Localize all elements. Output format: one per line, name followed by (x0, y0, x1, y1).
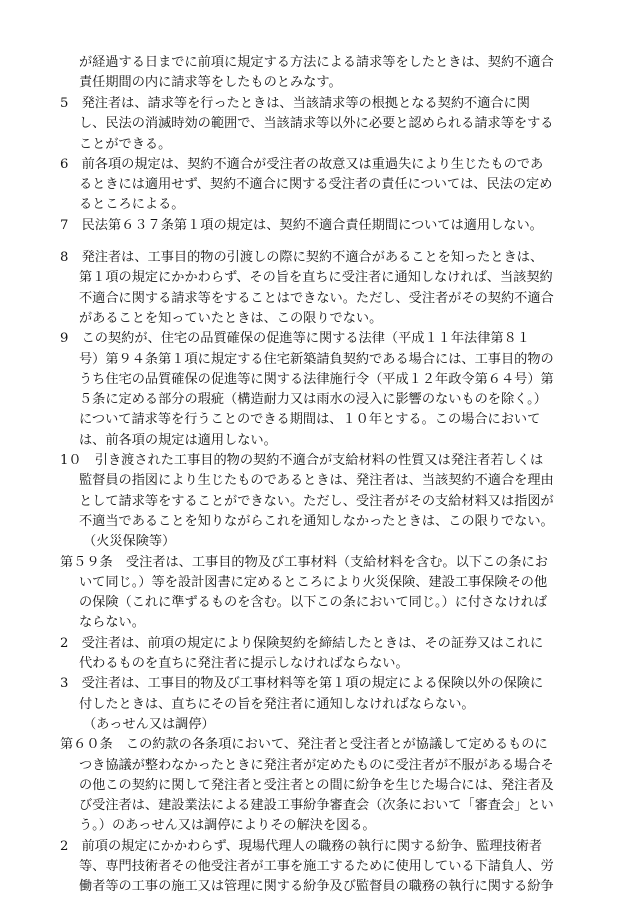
text-line: び受注者は、建設業法による建設工事紛争審査会（次条において「審査会」とい (79, 798, 554, 813)
clause-10: 1０ 引き渡された工事目的物の契約不適合が支給材料の性質又は発注者若しくは (60, 453, 544, 468)
text-line: つき協議が整わなかったときに発注者が定めたものに受注者が不服がある場合そ (79, 758, 554, 773)
text-line: 監督員の指図により生じたものであるときは、発注者は、当該契約不適合を理由 (79, 473, 554, 488)
text-line: の他この契約に関して発注者と受注者との間に紛争を生じた場合には、発注者及 (79, 778, 554, 793)
text-line: ５条に定める部分の瑕疵（構造耐力又は雨水の浸入に影響のないものを除く。） (79, 392, 547, 407)
text-line: 不適合に関する請求等をすることはできない。ただし、受注者がその契約不適合 (79, 291, 554, 306)
section-caption: （あっせん又は調停） (83, 717, 215, 732)
clause-3: 3 受注者は、工事目的物及び工事材料等を第１項の規定による保険以外の保険に (60, 676, 544, 691)
section-caption: （火災保険等） (83, 534, 176, 549)
text-line: う。）のあっせん又は調停によりその解決を図る。 (79, 818, 376, 833)
clause-9: 9 この契約が、住宅の品質確保の促進等に関する法律（平成１１年法律第８１ (60, 331, 530, 346)
clause-5: 5 発注者は、請求等を行ったときは、当該請求等の根拠となる契約不適合に関 (60, 96, 530, 111)
text-line: いて同じ。）等を設計図書に定めるところにより火災保険、建設工事保険その他 (79, 575, 548, 590)
text-line: 働者等の工事の施工又は管理に関する紛争及び監督員の職務の執行に関する紛争 (79, 879, 554, 894)
clause-2-art60: 2 前項の規定にかかわらず、現場代理人の職務の執行に関する紛争、監理技術者 (60, 839, 543, 854)
text-line: の保険（これに準ずるものを含む。以下この条において同じ。）に付さなければ (79, 595, 548, 610)
text-line: ならない。 (79, 615, 145, 630)
text-line: 不適当であることを知りながらこれを通知しなかったときは、この限りでない。 (79, 514, 554, 529)
text-line: 第１項の規定にかかわらず、その旨を直ちに受注者に通知しなければ、当該契約 (79, 270, 553, 285)
text-line: が経過する日までに前項に規定する方法による請求等をしたときは、契約不適合 (79, 55, 554, 70)
text-line: 付したときは、直ちにその旨を発注者に通知しなければならない。 (79, 697, 475, 712)
text-line: うち住宅の品質確保の促進等に関する法律施行令（平成１２年政令第６４号）第 (79, 372, 554, 387)
text-line: るときには適用せず、契約不適合に関する受注者の責任については、民法の定め (79, 177, 553, 192)
text-line: があることを知っていたときは、この限りでない。 (79, 311, 383, 326)
text-line: 等、専門技術者その他受注者が工事を施工するために使用している下請負人、労 (79, 859, 554, 874)
clause-8: 8 発注者は、工事目的物の引渡しの際に契約不適合があることを知ったときは、 (60, 250, 544, 265)
text-line: は、前各項の規定は適用しない。 (79, 433, 277, 448)
text-line: ことができる。 (79, 137, 172, 152)
clause-6: 6 前各項の規定は、契約不適合が受注者の故意又は重過失により生じたものであ (60, 157, 544, 172)
clause-2: 2 受注者は、前項の規定により保険契約を締結したときは、その証券又はこれに (60, 636, 544, 651)
article-60: 第６０条 この約款の各条項において、発注者と受注者とが協議して定めるものに (60, 737, 548, 752)
text-line: し、民法の消滅時効の範囲で、当該請求等以外に必要と認められる請求等をする (79, 116, 554, 131)
text-line: 責任期間の内に請求等をしたものとみなす。 (79, 75, 342, 90)
clause-7: 7 民法第６３７条第１項の規定は、契約不適合責任期間については適用しない。 (60, 218, 543, 233)
text-line: 代わるものを直ちに発注者に提示しなければならない。 (79, 656, 409, 671)
text-line: 号）第９４条第１項に規定する住宅新築請負契約である場合には、工事目的物の (79, 352, 554, 367)
text-line: について請求等を行うことのできる期間は、１０年とする。この場合において (79, 412, 541, 427)
text-line: として請求等をすることができない。ただし、受注者がその支給材料又は指図が (79, 494, 554, 509)
article-59: 第５９条 受注者は、工事目的物及び工事材料（支給材料を含む。以下この条にお (60, 555, 548, 570)
text-line: るところによる。 (79, 197, 185, 212)
